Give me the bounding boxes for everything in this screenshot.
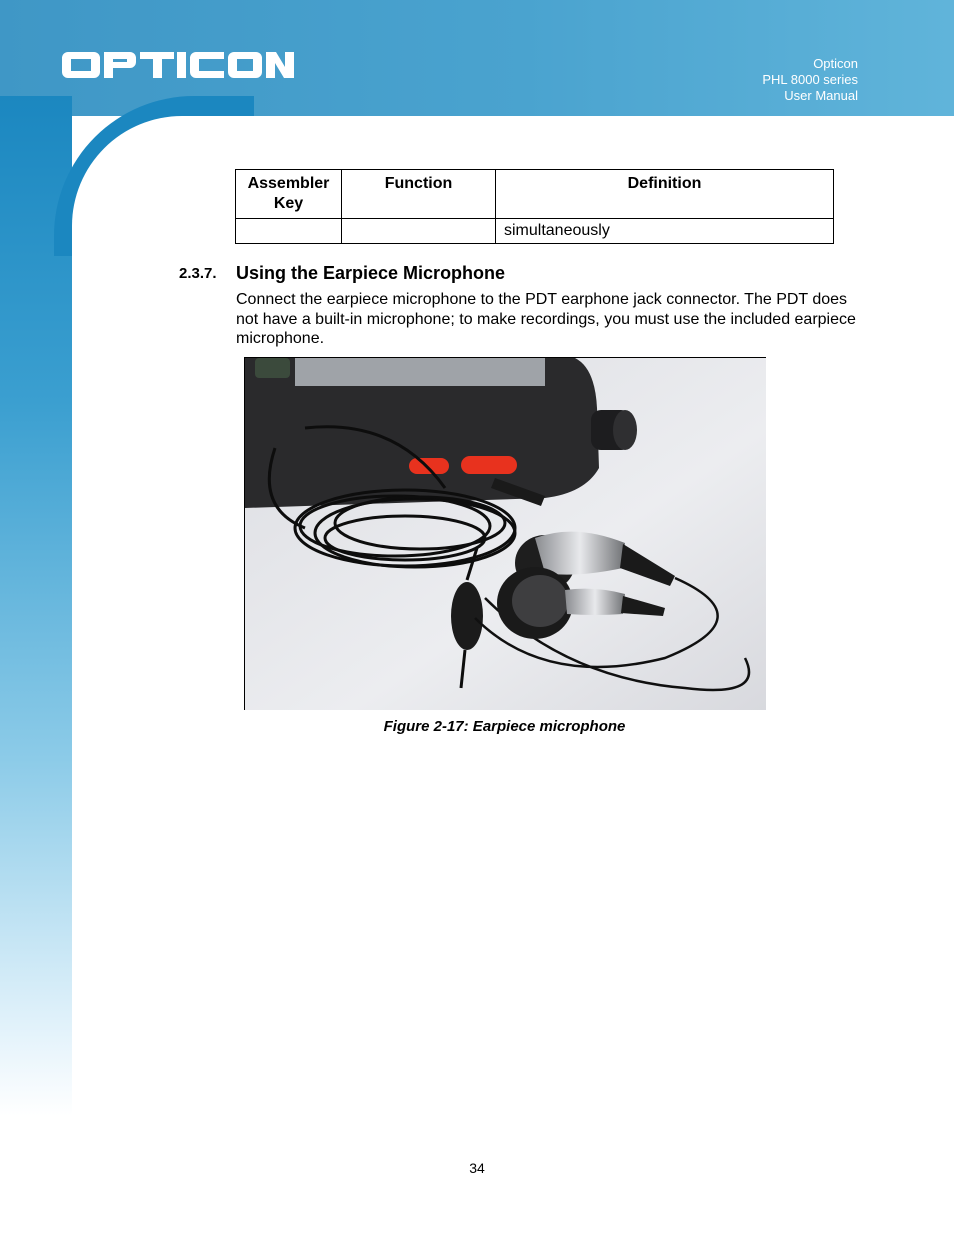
assembler-key-table bbox=[235, 169, 834, 244]
table-cell: simultaneously bbox=[496, 219, 834, 244]
header-company: Opticon bbox=[813, 56, 858, 71]
section-title: Using the Earpiece Microphone bbox=[236, 263, 506, 283]
table-header-cell: Definition bbox=[496, 170, 834, 219]
table-row bbox=[236, 219, 834, 244]
table-header-cell: Assembler Key bbox=[236, 170, 342, 219]
table-header-row bbox=[236, 170, 834, 219]
section-number: 2.3.7. bbox=[179, 265, 217, 282]
figure-caption: Figure 2-17: Earpiece microphone bbox=[383, 718, 626, 735]
opticon-logo bbox=[62, 50, 294, 80]
header-doc-type: User Manual bbox=[784, 88, 858, 103]
header-product: PHL 8000 series bbox=[762, 72, 858, 87]
table-cell bbox=[236, 219, 342, 244]
table-header-cell: Function bbox=[342, 170, 496, 219]
header-doc-info bbox=[762, 56, 858, 104]
earpiece-microphone-photo bbox=[244, 357, 766, 710]
table-cell bbox=[342, 219, 496, 244]
page-number: 34 bbox=[469, 1160, 485, 1176]
section-body: Connect the earpiece microphone to the PDT earphone jack connector. The PDT does not have a built-in microphone; to make recordings, you must use the included earpiece microphone. bbox=[236, 291, 856, 347]
